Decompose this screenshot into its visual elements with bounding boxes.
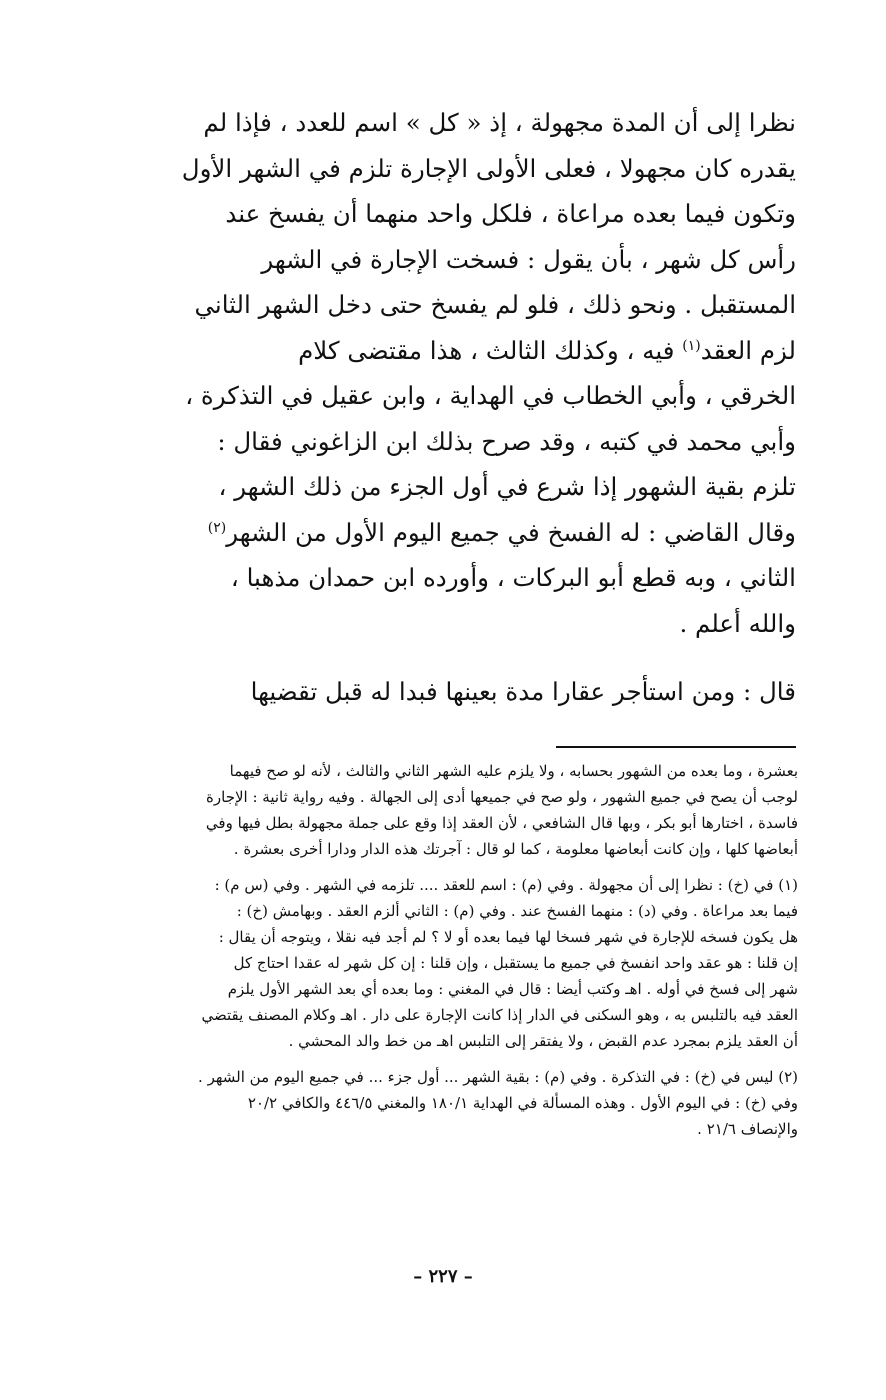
qala-line: قال : ومن استأجر عقارا مدة بعينها فبدا له قبل تقضيها [250,677,796,706]
footnote-line: والإنصاف ٢١/٦ . [697,1120,798,1138]
text-line: يقدره كان مجهولا ، فعلى الأولى الإجارة تلزم في الشهر الأول [181,153,796,183]
page-number: – ٢٢٧ – [413,1266,473,1287]
main-text [128,100,796,646]
footnote-line: هل يكون فسخه للإجارة في شهر فسخا لها فيما بعده أو لا ؟ لم أجد فيه نقلا ، ويتوجه أن يقال : [218,928,798,946]
footnote-divider [556,746,796,748]
footnote-line: فاسدة ، اختارها أبو بكر ، وبها قال الشافعي ، لأن العقد إذا وقع على جملة مجهولة بطل فيها وفي [205,814,798,832]
footnote-line: إن قلنا : هو عقد واحد انفسخ في جميع ما يستقبل ، وإن قلنا : إن كل شهر له عقدا احتاج كل [233,954,798,972]
text-segment: فيه ، وكذلك الثالث ، هذا مقتضى كلام [298,335,683,365]
footnote-line: شهر إلى فسخ في أوله . اهـ وكتب أيضا : قال في المغني : وما بعده أي بعد الشهر الأول يلزم [227,980,798,998]
text-line [128,328,796,374]
footnote-line: (٢) ليس في (خ) : في التذكرة . وفي (م) : بقية الشهر ... أول جزء ... في جميع اليوم من الشهر . [198,1068,798,1086]
text-line: الثاني ، وبه قطع أبو البركات ، وأورده ابن حمدان مذهبا ، [230,563,796,592]
footnote-1 [126,872,798,1054]
footnote-line: (١) في (خ) : نظرا إلى أن مجهولة . وفي (م) : اسم للعقد .... تلزمه في الشهر . وفي (س م) : [214,876,798,894]
text-line: الخرقي ، وأبي الخطاب في الهداية ، وابن عقيل في التذكرة ، [185,381,796,410]
text-line: وأبي محمد في كتبه ، وقد صرح بذلك ابن الزاغوني فقال : [217,426,796,456]
text-line [128,510,796,556]
text-line: وتكون فيما بعده مراعاة ، فلكل واحد منهما أن يفسخ عند [225,199,796,228]
text-line: والله أعلم . [679,608,796,638]
footnote-ref-2[interactable]: (٢) [207,519,227,536]
footnote-line: العقد فيه بالتلبس به ، وهو السكنى في الدار إذا كانت الإجارة على دار . اهـ وكلام المصنف يقتضي [201,1006,798,1024]
footnote-2 [126,1064,798,1142]
text-line: المستقبل . ونحو ذلك ، فلو لم يفسخ حتى دخل الشهر الثاني [194,290,796,319]
text-segment: وقال القاضي : له الفسخ في جميع اليوم الأول من الشهر [226,517,796,547]
footnote-line: لوجب أن يصح في جميع الشهور ، ولو صح في جميعها أدى إلى الجهالة . وفيه رواية ثانية : الإجارة [206,788,798,806]
footnote-line: فيما بعد مراعاة . وفي (د) : منهما الفسخ عند . وفي (م) : الثاني ألزم العقد . وبهامش (خ) : [236,902,798,920]
footnotes [126,758,798,1152]
footnote-continuation [126,758,798,862]
text-segment: لزم العقد [700,335,796,365]
footnote-line: أن العقد يلزم بمجرد عدم القبض ، ولا يفتقر إلى التلبس اهـ من خط والد المحشي . [288,1032,798,1050]
footnote-line: بعشرة ، وما بعده من الشهور بحسابه ، ولا يلزم عليه الشهر الثاني والثالث ، لأنه لو صح فيهما [229,762,798,780]
footnote-line: أبعاضها كلها ، وإن كانت أبعاضها معلومة ، كما لو قال : آجرتك هذه الدار ودارا أخرى بعشرة . [233,840,798,858]
text-line: تلزم بقية الشهور إذا شرع في أول الجزء من ذلك الشهر ، [218,472,796,501]
footnote-ref-1[interactable]: (١) [682,337,701,354]
text-line: نظرا إلى أن المدة مجهولة ، إذ « كل » اسم للعدد ، فإذا لم [203,108,796,137]
footnote-line: وفي (خ) : في اليوم الأول . وهذه المسألة في الهداية ١٨٠/١ والمغني ٤٤٦/٥ والكافي ٢٠/٢ [247,1094,798,1112]
text-line: رأس كل شهر ، بأن يقول : فسخت الإجارة في الشهر [261,244,796,274]
